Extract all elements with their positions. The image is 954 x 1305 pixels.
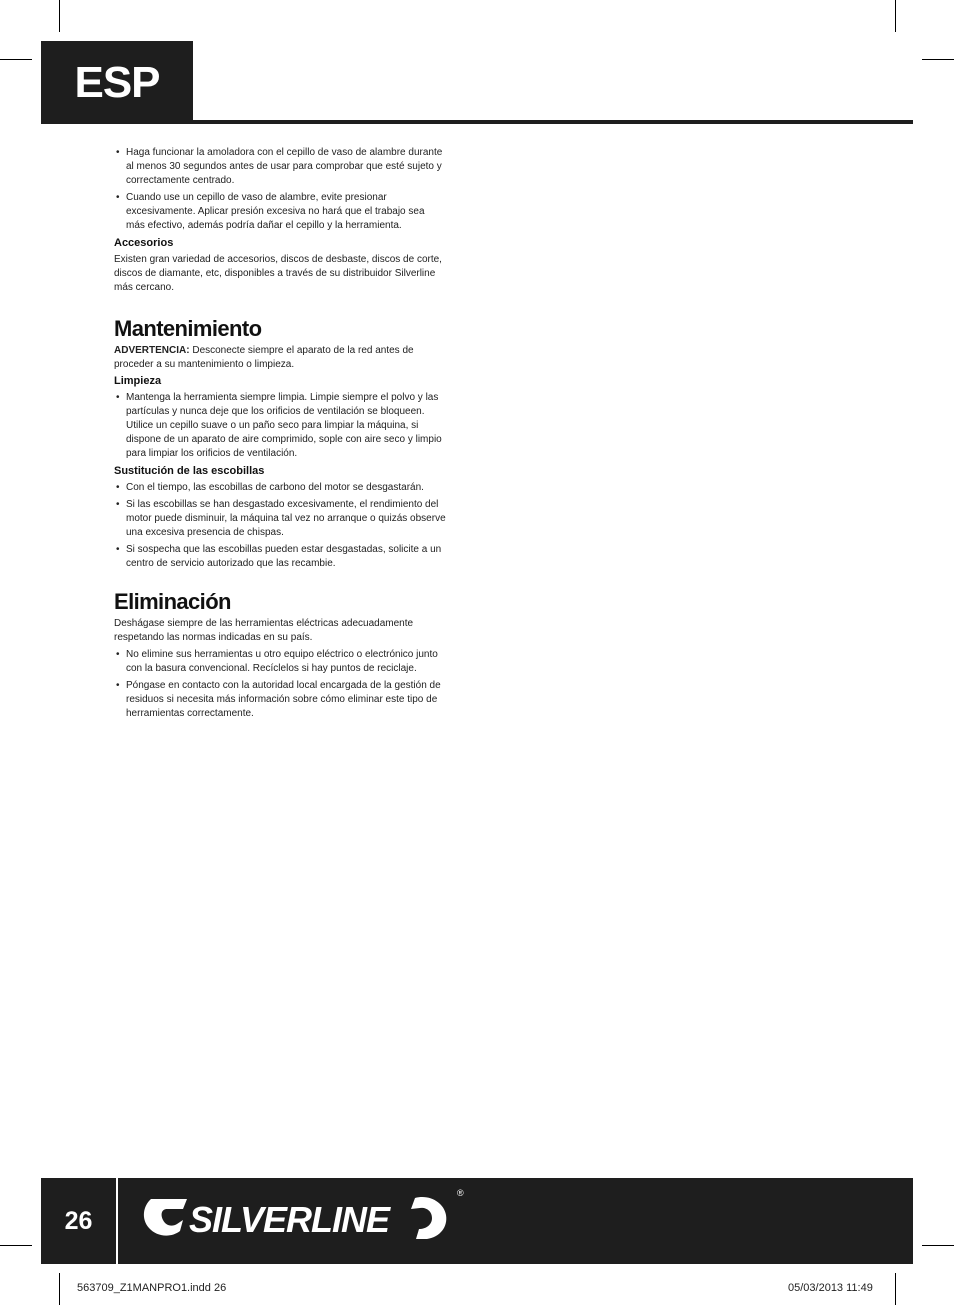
warning-paragraph	[114, 344, 446, 372]
accesorios-heading: Accesorios	[114, 237, 174, 249]
warning-text: Desconecte siempre el aparato de la red antes de proceder a su mantenimiento o limpieza.	[114, 345, 414, 370]
footer-divider	[116, 1178, 118, 1264]
registered-mark: ®	[457, 1188, 464, 1198]
accesorios-text: Existen gran variedad de accesorios, discos de desbaste, discos de corte, discos de diamante, etc, disponibles a través de su distribuidor Silverline más cercano.	[114, 254, 442, 293]
crop-mark	[59, 1273, 60, 1305]
list-item: • Si las escobillas se han desgastado excesivamente, el rendimiento del motor puede disminuir, la máquina tal vez no arranque o quizás observe una excesiva presencia de chispas.	[114, 498, 446, 540]
list-item: • Cuando use un cepillo de vaso de alambre, evite presionar excesivamente. Aplicar presión excesiva no hará que el trabajo sea más efectivo, además podría dañar el cepillo y la herramienta.	[114, 191, 446, 233]
page-number: 26	[64, 1206, 93, 1235]
crop-mark	[59, 0, 60, 32]
spanner-right-icon	[411, 1197, 446, 1239]
crop-mark	[0, 59, 32, 60]
crop-mark	[922, 59, 954, 60]
crop-mark	[922, 1245, 954, 1246]
list-item: • Si sospecha que las escobillas pueden estar desgastadas, solicite a un centro de servicio autorizado que las recambie.	[114, 543, 446, 571]
silverline-logo	[131, 1182, 471, 1262]
slug-datetime: 05/03/2013 11:49	[788, 1282, 873, 1294]
header-rule	[193, 120, 913, 124]
escobillas-heading: Sustitución de las escobillas	[114, 465, 265, 477]
crop-mark	[895, 1273, 896, 1305]
list-item: • Con el tiempo, las escobillas de carbono del motor se desgastarán.	[114, 481, 446, 495]
eliminacion-bullet-list	[114, 648, 446, 721]
page-content	[114, 146, 446, 724]
list-item: • No elimine sus herramientas u otro equipo eléctrico o electrónico junto con la basura convencional. Recíclelos si hay puntos de reciclaje.	[114, 648, 446, 676]
crop-mark	[895, 0, 896, 32]
spanner-left-icon	[144, 1199, 187, 1236]
list-item: • Haga funcionar la amoladora con el cepillo de vaso de alambre durante al menos 30 segundos antes de usar para comprobar que esté sujeto y correctamente centrado.	[114, 146, 446, 188]
list-item: • Mantenga la herramienta siempre limpia. Limpie siempre el polvo y las partículas y nunca deje que los orificios de ventilación se bloqueen. Utilice un cepillo suave o un paño seco para limpiar la máquina, si dispone de un aparato de aire comprimido, sople con aire seco y limpio para limpiar los orificios de ventilación.	[114, 391, 446, 461]
warning-label: ADVERTENCIA:	[114, 345, 190, 356]
language-code: ESP	[74, 57, 160, 107]
limpieza-bullet-list	[114, 391, 446, 461]
eliminacion-heading: Eliminación	[114, 589, 231, 614]
logo-wordmark: SILVERLINE	[189, 1199, 390, 1240]
escobillas-bullet-list	[114, 481, 446, 571]
list-item: • Póngase en contacto con la autoridad local encargada de la gestión de residuos si necesita más información sobre cómo eliminar este tipo de herramientas correctamente.	[114, 679, 446, 721]
mantenimiento-heading: Mantenimiento	[114, 316, 262, 341]
intro-bullet-list	[114, 146, 446, 233]
crop-mark	[0, 1245, 32, 1246]
limpieza-heading: Limpieza	[114, 375, 162, 387]
eliminacion-text: Deshágase siempre de las herramientas eléctricas adecuadamente respetando las normas indicadas en su país.	[114, 618, 414, 643]
slug-file: 563709_Z1MANPRO1.indd 26	[77, 1282, 227, 1294]
language-tab	[41, 41, 193, 124]
footer-bar	[41, 1178, 913, 1264]
